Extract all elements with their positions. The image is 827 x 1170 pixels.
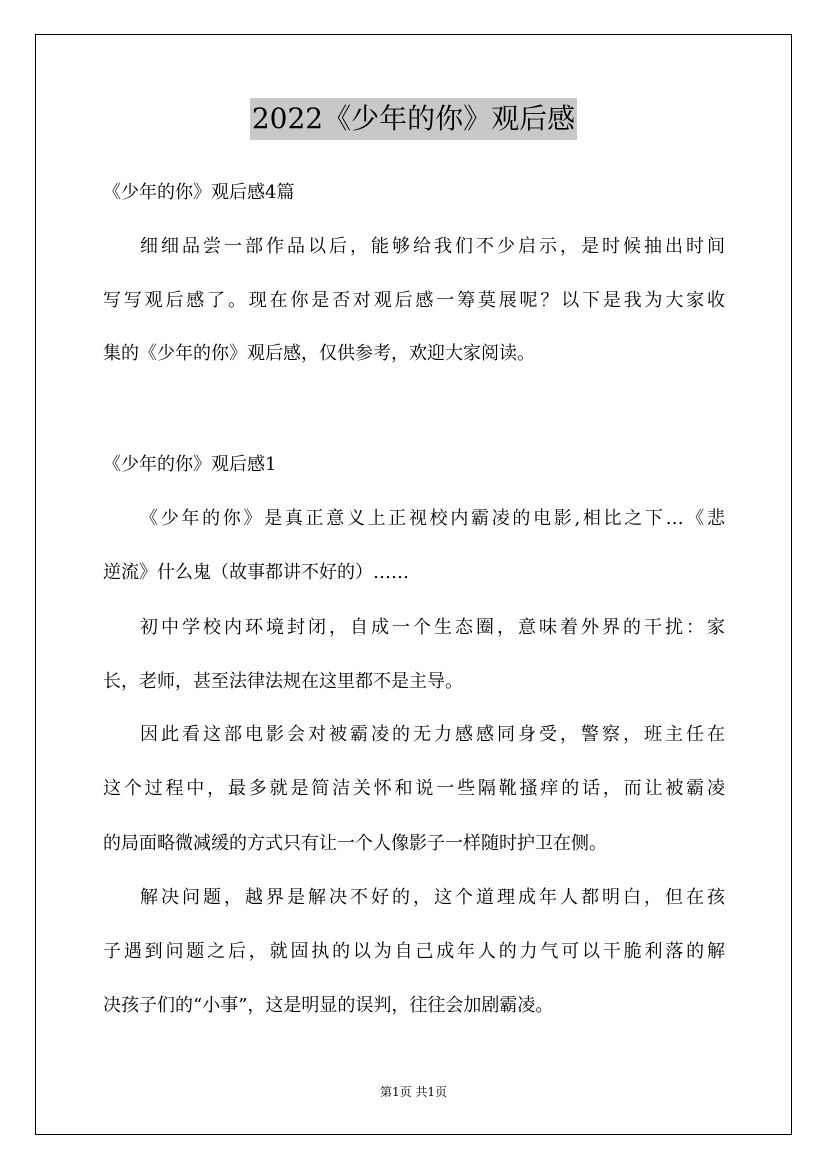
intro-line-2: 写写观后感了。现在你是否对观后感一筹莫展呢？以下是我为大家收 [103,290,725,311]
title-text: 2022《少年的你》观后感 [250,98,577,140]
paragraph-1-line-1: 《少年的你》是真正意义上正视校内霸凌的电影,相比之下…《悲 [140,508,725,529]
paragraph-3-line-3: 的局面略微减缓的方式只有让一个人像影子一样随时护卫在侧。 [103,833,607,854]
page-footer: 第1页 共1页 [379,1085,448,1099]
intro-line-3: 集的《少年的你》观后感，仅供参考，欢迎大家阅读。 [103,343,535,364]
paragraph-1-line-2: 逆流》什么鬼（故事都讲不好的）…… [103,562,409,583]
document-subtitle: 《少年的你》观后感4篇 [103,182,295,203]
paragraph-4-line-2: 子遇到问题之后，就固执的以为自己成年人的力气可以干脆利落的解 [103,941,725,962]
paragraph-3-line-1: 因此看这部电影会对被霸凌的无力感感同身受，警察，班主任在 [140,724,725,745]
paragraph-2-line-2: 长，老师，甚至法律法规在这里都不是主导。 [103,671,463,692]
intro-line-1: 细细品尝一部作品以后，能够给我们不少启示，是时候抽出时间 [140,236,725,257]
paragraph-4-line-3: 决孩子们的“小事”，这是明显的误判，往往会加剧霸凌。 [103,995,554,1016]
section-heading: 《少年的你》观后感1 [103,454,277,475]
paragraph-2-line-1: 初中学校内环境封闭，自成一个生态圈，意味着外界的干扰：家 [140,617,725,638]
paragraph-4-line-1: 解决问题，越界是解决不好的，这个道理成年人都明白，但在孩 [140,887,725,908]
document-title [0,98,827,140]
paragraph-3-line-2: 这个过程中，最多就是简洁关怀和说一些隔靴搔痒的话，而让被霸凌 [103,778,725,799]
